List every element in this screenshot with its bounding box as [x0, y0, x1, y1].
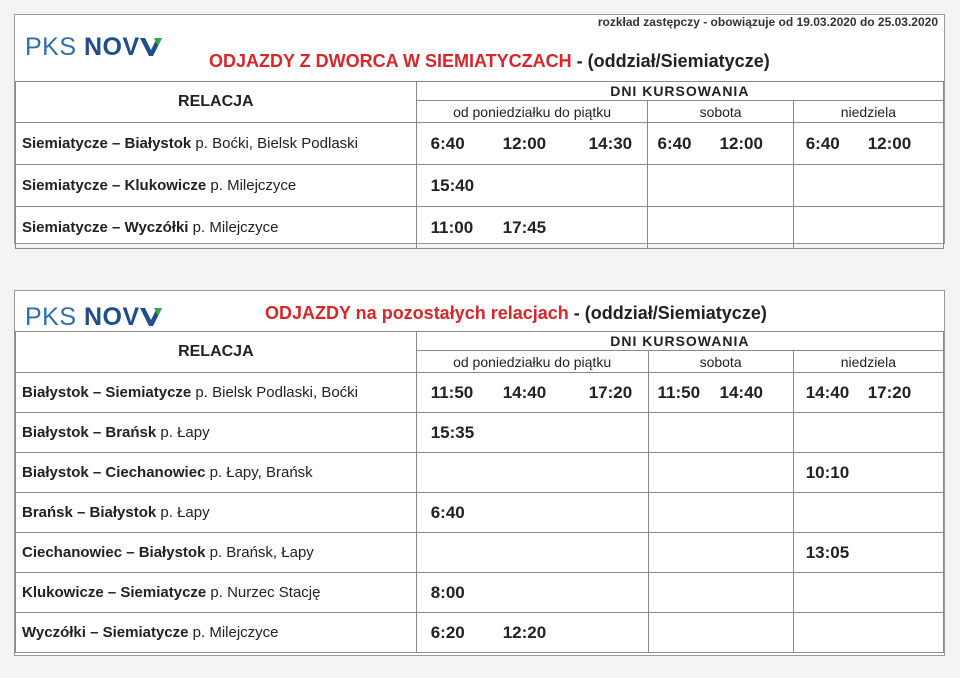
- relacja-header: RELACJA: [16, 82, 417, 123]
- departure-time: 17:20: [588, 382, 633, 402]
- table-row: [16, 453, 944, 493]
- route-cell: [16, 573, 417, 613]
- route-name: Brańsk – Białystok: [22, 504, 157, 521]
- weekdays-times-cell: [416, 413, 648, 453]
- section1-title: [209, 51, 770, 72]
- table-row: [16, 533, 944, 573]
- table-row: [16, 373, 944, 413]
- route-cell: [16, 413, 417, 453]
- departure-time: 15:35: [430, 422, 475, 442]
- table-row: [16, 493, 944, 533]
- weekdays-times-cell: [416, 373, 648, 413]
- logo-nova-text: NOV: [83, 33, 140, 61]
- weekdays-header: od poniedziałku do piątku: [416, 101, 648, 123]
- section2-title-suffix: - (oddział/Siemiatycze): [568, 303, 767, 323]
- route-name: Białystok – Ciechanowiec: [22, 464, 206, 481]
- departure-time: 10:10: [805, 462, 850, 482]
- sunday-times-cell: [793, 123, 943, 165]
- route-cell: [16, 165, 417, 207]
- header-row: [16, 332, 944, 351]
- departure-time: 6:40: [657, 133, 692, 153]
- saturday-times-cell: [648, 207, 793, 249]
- departure-time: 6:40: [430, 502, 465, 522]
- sunday-times-cell: [793, 453, 943, 493]
- table-row: [16, 613, 944, 653]
- departure-time: 6:40: [805, 133, 840, 153]
- weekdays-times-cell: [416, 533, 648, 573]
- route-via: p. Łapy, Brańsk: [205, 464, 313, 481]
- section1-title-suffix: - (oddział/Siemiatycze): [571, 51, 770, 71]
- sunday-times-cell: [793, 207, 943, 249]
- route-cell: [16, 373, 417, 413]
- logo-pks-text: PKS: [25, 33, 77, 61]
- weekdays-times-cell: [416, 207, 648, 249]
- route-via: p. Brańsk, Łapy: [205, 544, 314, 561]
- sunday-times-cell: [793, 165, 943, 207]
- route-via: p. Bielsk Podlaski, Boćki: [191, 384, 359, 401]
- departure-time: 11:50: [430, 382, 474, 402]
- logo-v-icon: [140, 36, 162, 56]
- route-name: Klukowicze – Siemiatycze: [22, 584, 207, 601]
- sunday-times-cell: [793, 493, 943, 533]
- saturday-times-cell: [648, 123, 793, 165]
- departure-time: 11:00: [430, 217, 474, 237]
- weekdays-times-cell: [416, 613, 648, 653]
- departure-time: 8:00: [430, 582, 465, 602]
- departure-time: 17:20: [867, 382, 912, 402]
- saturday-times-cell: [648, 493, 793, 533]
- logo-v-icon: [140, 306, 162, 326]
- section2-title-main: ODJAZDY na pozostałych relacjach: [265, 303, 569, 323]
- route-cell: [16, 533, 417, 573]
- route-cell: [16, 493, 417, 533]
- table-row: [16, 413, 944, 453]
- departure-time: 12:00: [719, 133, 763, 153]
- route-via: p. Milejczyce: [206, 177, 297, 194]
- route-via: p. Łapy: [156, 424, 210, 441]
- saturday-header: sobota: [648, 101, 793, 123]
- departure-time: 11:50: [657, 382, 701, 402]
- route-name: Siemiatycze – Wyczółki: [22, 219, 189, 236]
- departure-time: 14:40: [502, 382, 547, 402]
- route-name: Ciechanowiec – Białystok: [22, 544, 206, 561]
- sunday-header: niedziela: [793, 351, 943, 373]
- saturday-times-cell: [648, 573, 793, 613]
- route-name: Białystok – Siemiatycze: [22, 384, 192, 401]
- section1-title-main: ODJAZDY Z DWORCA W SIEMIATYCZACH: [209, 51, 572, 71]
- saturday-header: sobota: [648, 351, 793, 373]
- route-via: p. Boćki, Bielsk Podlaski: [191, 135, 359, 152]
- departure-time: 13:05: [805, 542, 850, 562]
- route-name: Białystok – Brańsk: [22, 424, 157, 441]
- section2-title: [265, 303, 767, 324]
- route-via: p. Łapy: [156, 504, 210, 521]
- route-name: Wyczółki – Siemiatycze: [22, 624, 189, 641]
- departures-panel-siemiatycze: [14, 14, 945, 244]
- pks-nova-logo: [25, 303, 162, 332]
- weekdays-times-cell: [416, 493, 648, 533]
- departure-time: 12:00: [502, 133, 547, 153]
- weekdays-times-cell: [416, 165, 648, 207]
- departure-time: 15:40: [430, 175, 475, 195]
- table-row: [16, 573, 944, 613]
- saturday-times-cell: [648, 165, 793, 207]
- route-via: p. Nurzec Stację: [206, 584, 321, 601]
- relacja-header: RELACJA: [16, 332, 417, 373]
- sunday-header: niedziela: [793, 101, 943, 123]
- departure-time: 14:40: [805, 382, 850, 402]
- departure-time: 14:30: [588, 133, 633, 153]
- pks-nova-logo: [25, 33, 162, 62]
- weekdays-times-cell: [416, 573, 648, 613]
- sunday-times-cell: [793, 573, 943, 613]
- sunday-times-cell: [793, 413, 943, 453]
- departure-time: 12:20: [502, 622, 547, 642]
- saturday-times-cell: [648, 373, 793, 413]
- departures-panel-other-routes: [14, 290, 945, 656]
- sunday-times-cell: [793, 373, 943, 413]
- table-row: [16, 123, 944, 165]
- route-via: p. Milejczyce: [188, 219, 279, 236]
- saturday-times-cell: [648, 413, 793, 453]
- departure-time: 6:20: [430, 622, 465, 642]
- route-via: p. Milejczyce: [188, 624, 279, 641]
- weekdays-header: od poniedziałku do piątku: [416, 351, 648, 373]
- header-row: [16, 82, 944, 101]
- logo-nova-text: NOV: [83, 303, 140, 331]
- saturday-times-cell: [648, 533, 793, 573]
- schedule-table-2: [15, 331, 944, 653]
- departure-time: 17:45: [502, 217, 547, 237]
- route-name: Siemiatycze – Klukowicze: [22, 177, 207, 194]
- route-cell: [16, 613, 417, 653]
- weekdays-times-cell: [416, 453, 648, 493]
- table-row: [16, 207, 944, 249]
- sunday-times-cell: [793, 613, 943, 653]
- logo-pks-text: PKS: [25, 303, 77, 331]
- saturday-times-cell: [648, 453, 793, 493]
- departure-time: 12:00: [867, 133, 912, 153]
- sunday-times-cell: [793, 533, 943, 573]
- weekdays-times-cell: [416, 123, 648, 165]
- validity-notice: rozkład zastępczy - obowiązuje od 19.03.2020 do 25.03.2020: [597, 15, 938, 29]
- days-header: DNI KURSOWANIA: [416, 332, 943, 351]
- departure-time: 6:40: [430, 133, 465, 153]
- route-cell: [16, 123, 417, 165]
- saturday-times-cell: [648, 613, 793, 653]
- table-row: [16, 165, 944, 207]
- route-cell: [16, 207, 417, 249]
- route-cell: [16, 453, 417, 493]
- schedule-table-1: [15, 81, 944, 249]
- days-header: DNI KURSOWANIA: [416, 82, 943, 101]
- departure-time: 14:40: [719, 382, 763, 402]
- route-name: Siemiatycze – Białystok: [22, 135, 192, 152]
